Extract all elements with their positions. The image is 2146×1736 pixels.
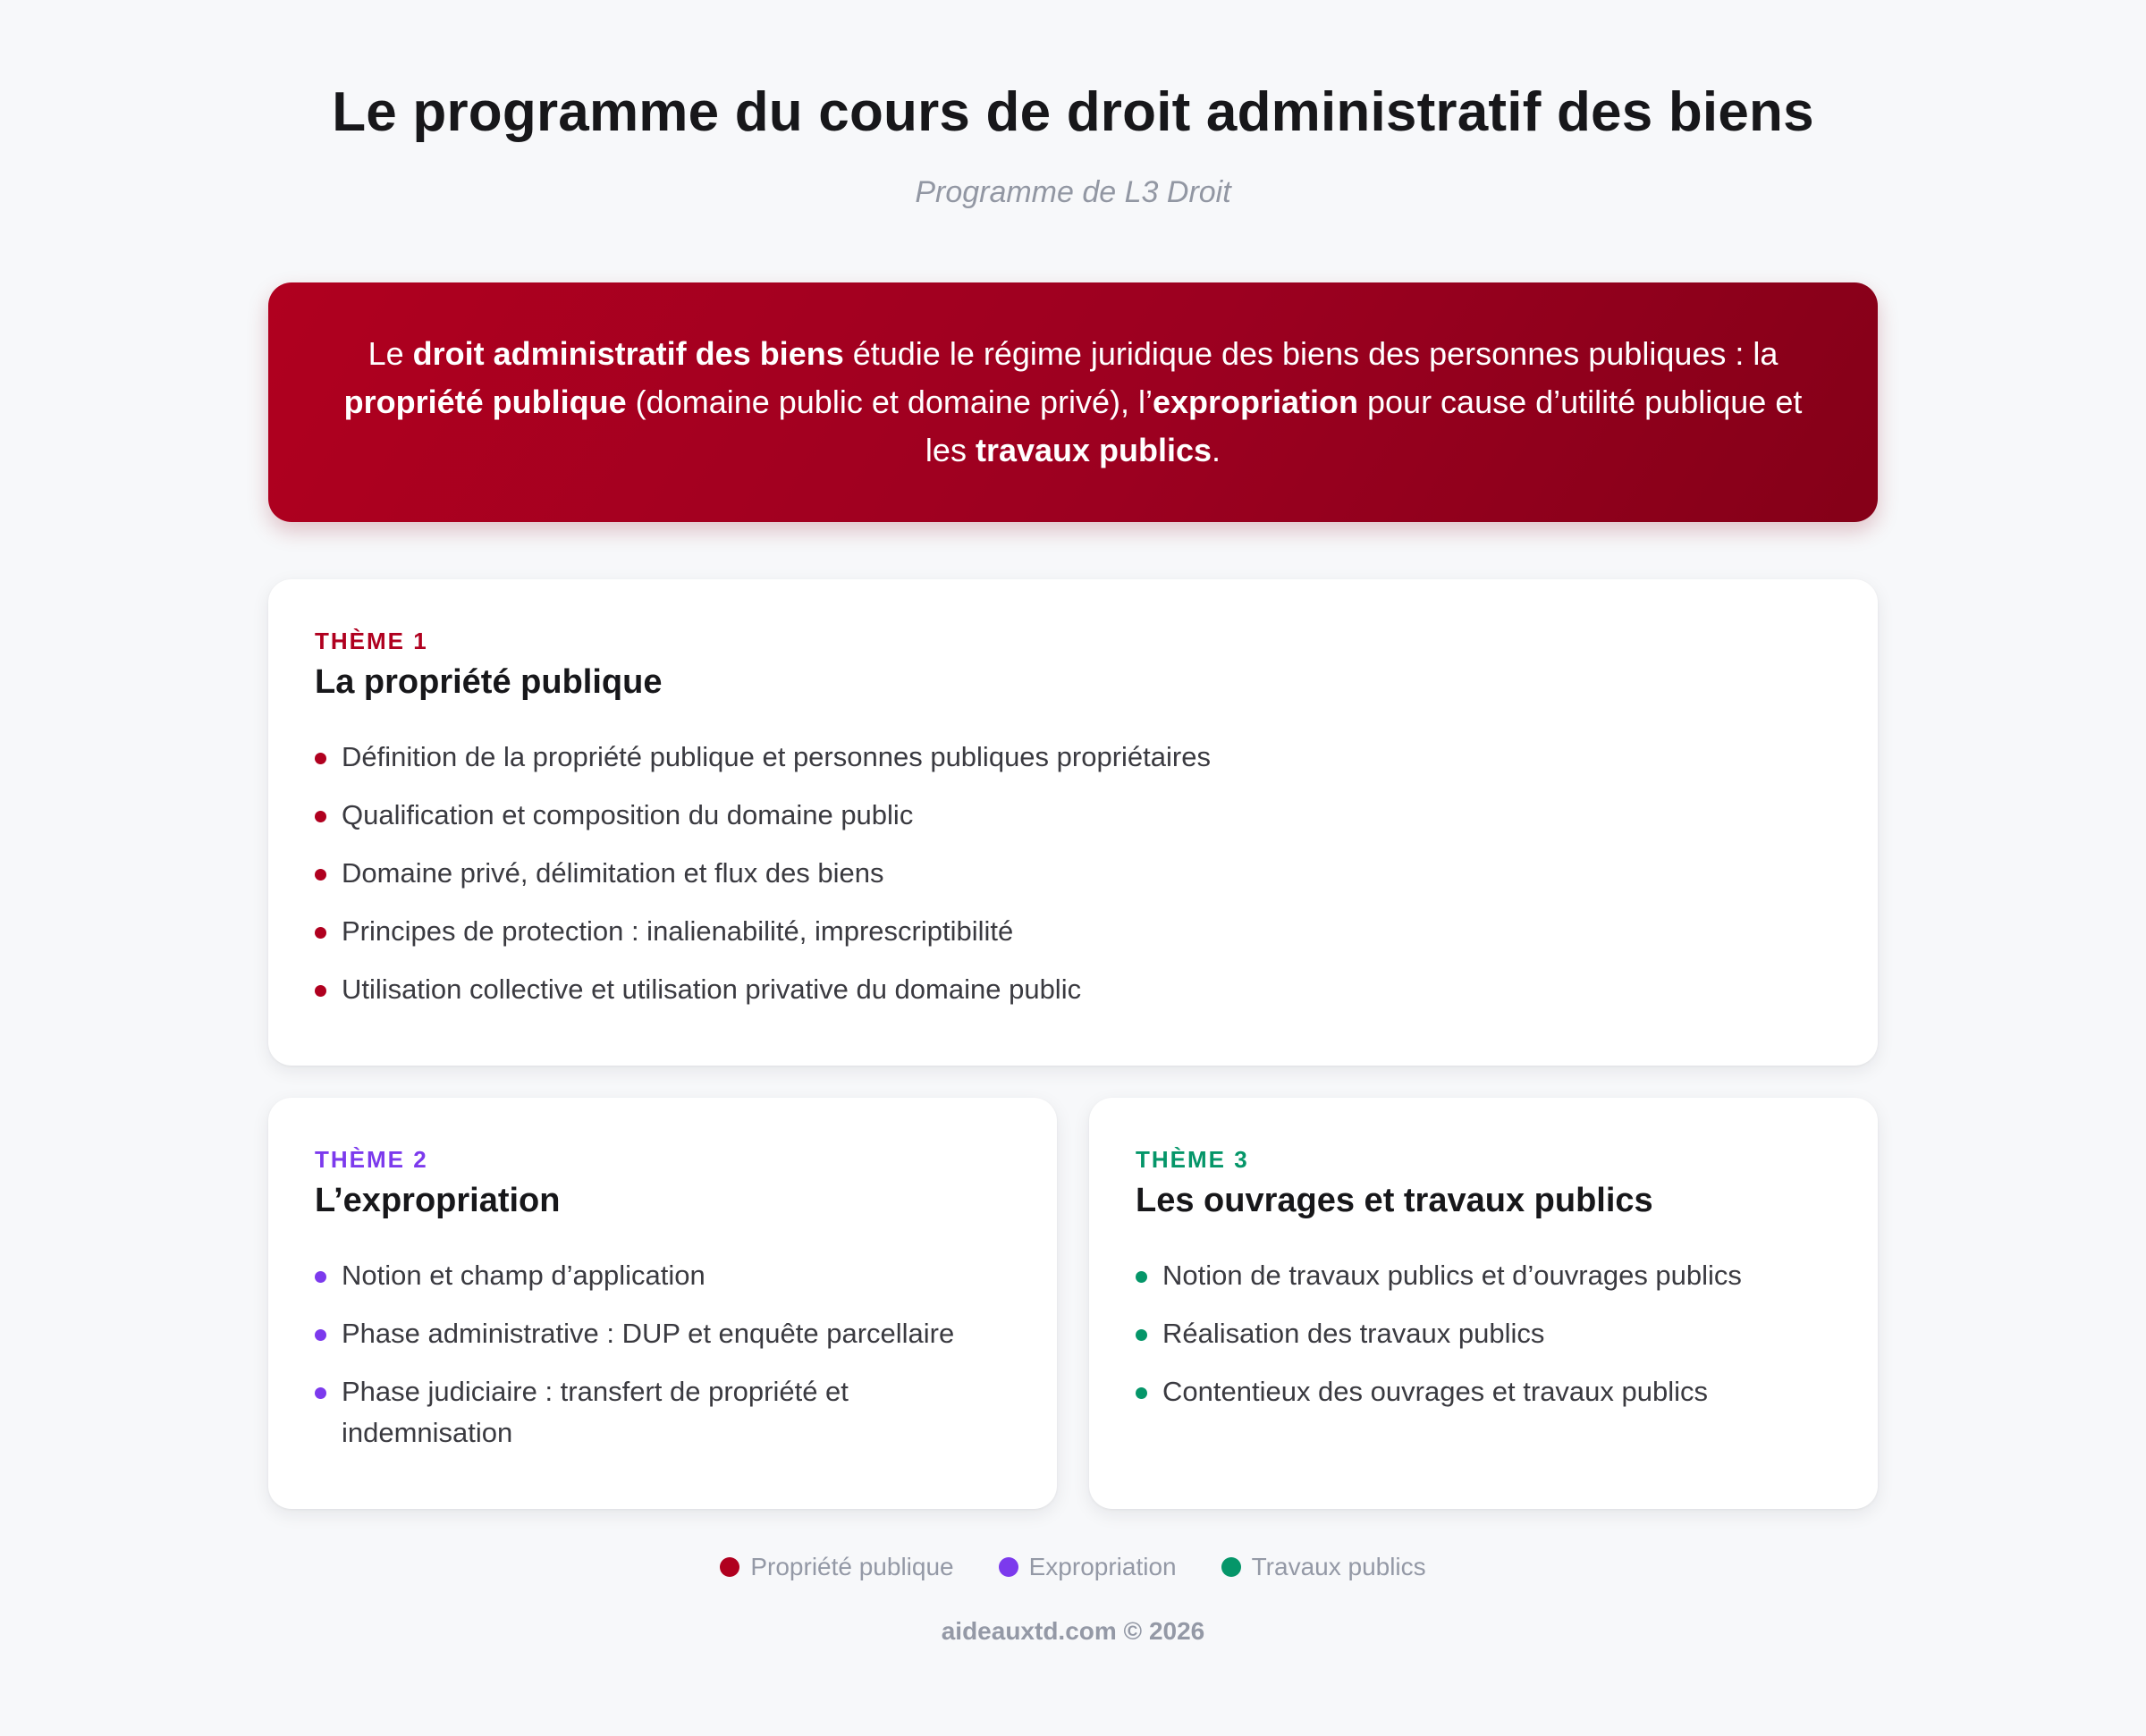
- bullet-dot: [315, 869, 326, 881]
- theme-kicker: THÈME 1: [315, 628, 428, 654]
- bullet-dot: [315, 1329, 326, 1341]
- list-item: Utilisation collective et utilisation privative du domaine public: [315, 969, 1842, 1010]
- theme-kicker: THÈME 3: [1136, 1146, 1249, 1173]
- legend-dot: [999, 1557, 1018, 1577]
- legend-dot: [1221, 1557, 1241, 1577]
- list-item: Notion et champ d’application: [315, 1255, 1021, 1296]
- theme-card-2: [268, 1098, 1057, 1509]
- theme-title: L’expropriation: [315, 1182, 561, 1219]
- bullet-dot: [315, 985, 326, 997]
- legend-item: [1221, 1553, 1426, 1581]
- list-item: Définition de la propriété publique et personnes publiques propriétaires: [315, 737, 1842, 778]
- intro-emphasis: expropriation: [1152, 383, 1358, 420]
- legend-label: Travaux publics: [1251, 1553, 1426, 1580]
- list-item: Réalisation des travaux publics: [1136, 1313, 1842, 1354]
- list-item: Notion de travaux publics et d’ouvrages publics: [1136, 1255, 1842, 1296]
- page-title: Le programme du cours de droit administratif des biens: [332, 81, 1814, 143]
- list-item: Contentieux des ouvrages et travaux publics: [1136, 1371, 1842, 1412]
- footer-credit: aideauxtd.com © 2026: [941, 1617, 1205, 1645]
- theme-card-3: [1089, 1098, 1878, 1509]
- intro-emphasis: travaux publics: [975, 432, 1212, 468]
- legend-dot: [720, 1557, 739, 1577]
- list-item: Phase judiciaire : transfert de propriété et indemnisation: [315, 1371, 1021, 1454]
- list-item: Domaine privé, délimitation et flux des biens: [315, 853, 1842, 894]
- theme-item-list: [1136, 1255, 1842, 1429]
- theme-kicker: THÈME 2: [315, 1146, 428, 1173]
- bullet-dot: [315, 811, 326, 822]
- bullet-dot: [315, 927, 326, 939]
- bullet-dot: [1136, 1329, 1147, 1341]
- bullet-dot: [1136, 1387, 1147, 1399]
- legend-label: Expropriation: [1028, 1553, 1177, 1580]
- legend: [0, 1553, 2146, 1581]
- theme-item-list: [315, 737, 1842, 1027]
- page-subtitle: Programme de L3 Droit: [915, 175, 1231, 209]
- intro-emphasis: droit administratif des biens: [412, 335, 844, 372]
- legend-item: [999, 1553, 1177, 1581]
- intro-text: Le droit administratif des biens étudie le régime juridique des biens des personnes publiques : la propriété publique (domaine public et domaine privé), l’expropriation pour cause d’utilité publique et les travaux publics.: [343, 335, 1803, 468]
- intro-emphasis: propriété publique: [343, 383, 627, 420]
- legend-item: [720, 1553, 953, 1581]
- legend-label: Propriété publique: [750, 1553, 954, 1580]
- list-item: Phase administrative : DUP et enquête parcellaire: [315, 1313, 1021, 1354]
- theme-title: La propriété publique: [315, 663, 663, 701]
- bullet-dot: [315, 753, 326, 764]
- bullet-dot: [315, 1271, 326, 1283]
- theme-title: Les ouvrages et travaux publics: [1136, 1182, 1653, 1219]
- bullet-dot: [1136, 1271, 1147, 1283]
- list-item: Principes de protection : inalienabilité, imprescriptibilité: [315, 911, 1842, 952]
- bullet-dot: [315, 1387, 326, 1399]
- intro-banner: [268, 282, 1878, 522]
- theme-item-list: [315, 1255, 1021, 1471]
- list-item: Qualification et composition du domaine public: [315, 795, 1842, 836]
- theme-card-1: [268, 579, 1878, 1066]
